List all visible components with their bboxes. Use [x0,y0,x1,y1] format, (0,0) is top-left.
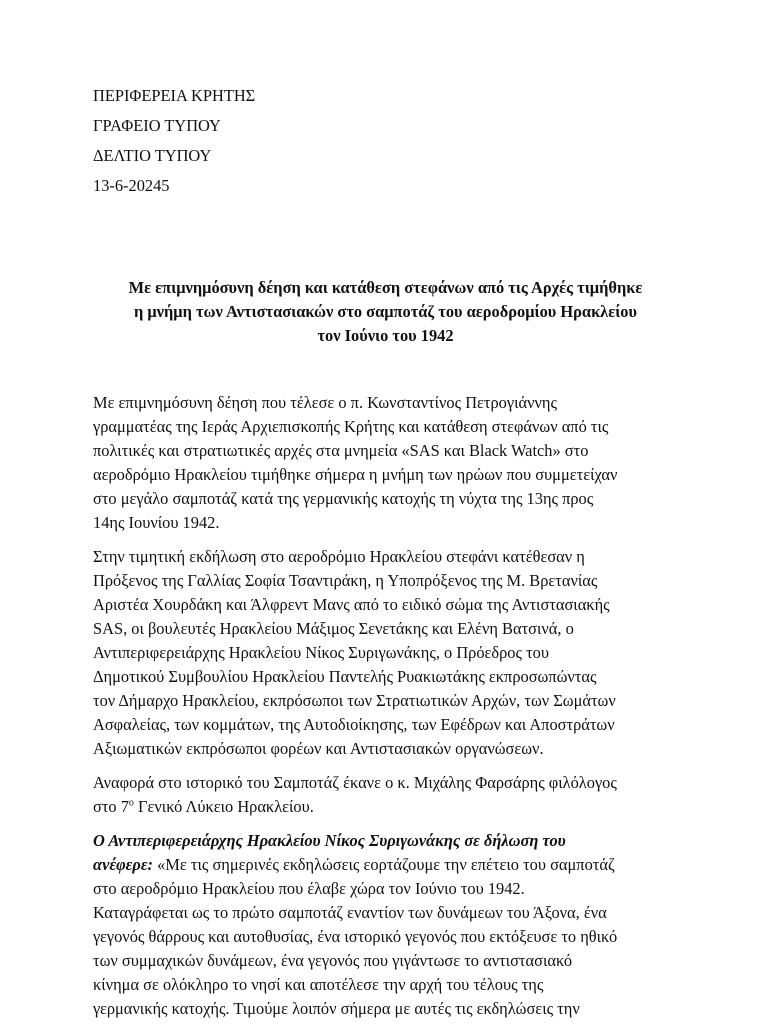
press-release-title [93,276,678,348]
paragraph-line: Δημοτικού Συμβουλίου Ηρακλείου Παντελής Ρυακιωτάκης εκπροσωπώντας [93,667,597,686]
paragraph-line: Αριστέα Χουρδάκη και Άλφρεντ Μανς από το ειδικό σώμα της Αντιστασιακής [93,595,610,614]
paragraph-line [93,795,678,819]
paragraph-line: στο αεροδρόμιο Ηρακλείου που έλαβε χώρα τον Ιούνιο του 1942. [93,879,525,898]
quote-attribution-end: ανέφερε: [93,855,154,874]
paragraph-line: των συμμαχικών δυνάμεων, ένα γεγονός που γιγάντωσε το αντιστασιακό [93,951,573,970]
text-run: «Με τις σημερινές εκδηλώσεις εορτάζουμε την επέτειο του σαμποτάζ [153,855,615,874]
paragraph-line: γερμανικής κατοχής. Τιμούμε λοιπόν σήμερα με αυτές τις εκδηλώσεις την [93,999,580,1018]
paragraph-1 [93,391,678,535]
paragraph-line: Καταγράφεται ως το πρώτο σαμποτάζ εναντίον των δυνάμεων του Άξονα, ένα [93,903,607,922]
document-page [93,84,678,1031]
ordinal-superscript: ο [128,797,134,809]
doc-type-heading: ΔΕΛΤΙΟ ΤΥΠΟΥ [93,146,212,165]
paragraph-line: Αξιωματικών εκπρόσωποι φορέων και Αντιστασιακών οργανώσεων. [93,739,544,758]
region-heading: ΠΕΡΙΦΕΡΕΙΑ ΚΡΗΤΗΣ [93,86,256,105]
paragraph-line: Με επιμνημόσυνη δέηση που τέλεσε ο π. Κωνσταντίνος Πετρογιάννης [93,393,557,412]
paragraph-line: γεγονός θάρρους και αυτοθυσίας, ένα ιστορικό γεγονός που εκτόξευσε το ηθικό [93,927,618,946]
text-run: στο 7 [93,797,129,816]
title-line-3: τον Ιούνιο του 1942 [317,326,454,345]
paragraph-line: γραμματέας της Ιεράς Αρχιεπισκοπής Κρήτης και κατάθεση στεφάνων από τις [93,417,609,436]
paragraph-2 [93,545,678,761]
title-line-1: Με επιμνημόσυνη δέηση και κατάθεση στεφάνων από τις Αρχές τιμήθηκε [128,278,643,297]
paragraph-line: SAS, οι βουλευτές Ηρακλείου Μάξιμος Σενετάκης και Ελένη Βατσινά, ο [93,619,574,638]
office-heading: ΓΡΑΦΕΙΟ ΤΥΠΟΥ [93,116,221,135]
title-line-2: η μνήμη των Αντιστασιακών στο σαμποτάζ του αεροδρομίου Ηρακλείου [133,302,638,321]
paragraph-line: τον Δήμαρχο Ηρακλείου, εκπρόσωποι των Στρατιωτικών Αρχών, των Σωμάτων [93,691,616,710]
text-run: Γενικό Λύκειο Ηρακλείου. [133,797,314,816]
paragraph-4 [93,829,678,1021]
paragraph-line: Ασφαλείας, των κομμάτων, της Αυτοδιοίκησης, των Εφέδρων και Αποστράτων [93,715,615,734]
paragraph-line: στο μεγάλο σαμποτάζ κατά της γερμανικής κατοχής τη νύχτα της 13ης προς [93,489,594,508]
paragraph-line: Στην τιμητική εκδήλωση στο αεροδρόμιο Ηρακλείου στεφάνι κατέθεσαν η [93,547,585,566]
quote-attribution: Ο Αντιπεριφερειάρχης Ηρακλείου Νίκος Συριγωνάκης σε δήλωση του [93,831,566,850]
paragraph-line: Πρόξενος της Γαλλίας Σοφία Τσαντιράκη, η Υποπρόξενος της Μ. Βρετανίας [93,571,598,590]
paragraph-line: κίνημα σε ολόκληρο το νησί και αποτέλεσε την αρχή του τέλους της [93,975,544,994]
paragraph-line: 14ης Ιουνίου 1942. [93,513,220,532]
paragraph-line [93,853,678,877]
paragraph-line: πολιτικές και στρατιωτικές αρχές στα μνημεία «SAS και Black Watch» στο [93,441,589,460]
paragraph-line: Αντιπεριφερειάρχης Ηρακλείου Νίκος Συριγωνάκης, ο Πρόεδρος του [93,643,549,662]
paragraph-3 [93,771,678,819]
document-date: 13-6-20245 [93,176,170,195]
paragraph-line: Αναφορά στο ιστορικό του Σαμποτάζ έκανε ο κ. Μιχάλης Φαρσάρης φιλόλογος [93,773,617,792]
paragraph-line: αεροδρόμιο Ηρακλείου τιμήθηκε σήμερα η μνήμη των ηρώων που συμμετείχαν [93,465,618,484]
